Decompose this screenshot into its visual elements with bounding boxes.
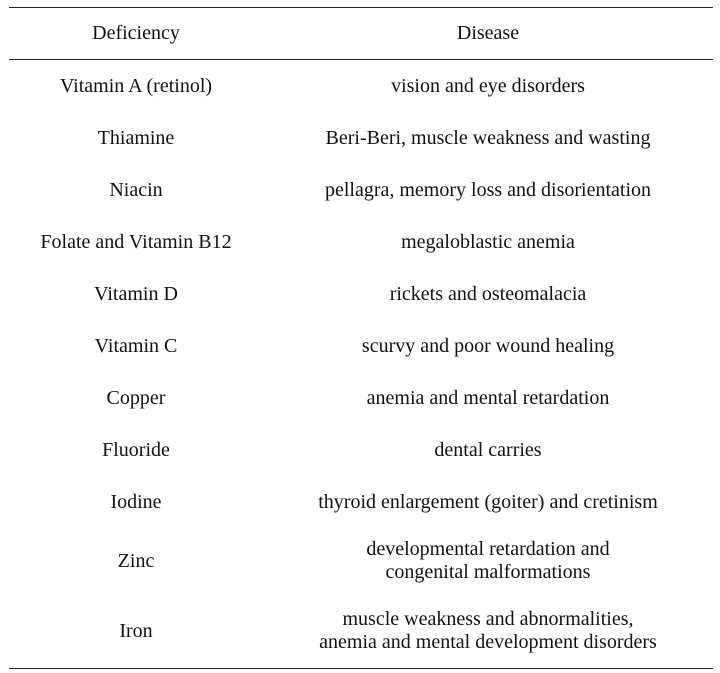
deficiency-cell: Copper [106, 386, 166, 409]
table-row [9, 594, 713, 669]
disease-cell [263, 112, 713, 164]
deficiency-cell: Fluoride [102, 438, 170, 461]
disease-cell [263, 216, 713, 268]
disease-line: anemia and mental retardation [366, 386, 610, 409]
deficiency-disease-table [9, 7, 713, 669]
disease-cell [263, 268, 713, 320]
deficiency-disease-table-container [9, 7, 713, 669]
header-disease: Disease [456, 22, 520, 44]
disease-cell [263, 372, 713, 424]
table-row [9, 372, 713, 424]
table-body [9, 60, 713, 669]
disease-line: vision and eye disorders [391, 74, 585, 97]
deficiency-cell: Vitamin D [94, 282, 178, 305]
table-header [9, 8, 713, 60]
disease-line: congenital malformations [385, 561, 591, 583]
disease-line: anemia and mental development disorders [319, 631, 657, 653]
deficiency-cell: Zinc [117, 549, 155, 572]
table-row [9, 424, 713, 476]
deficiency-cell: Folate and Vitamin B12 [40, 230, 232, 253]
deficiency-cell: Niacin [109, 178, 163, 201]
disease-cell [263, 424, 713, 476]
table-row [9, 112, 713, 164]
disease-cell [263, 164, 713, 216]
disease-line: rickets and osteomalacia [389, 282, 587, 305]
deficiency-cell: Vitamin C [94, 334, 178, 357]
disease-line: muscle weakness and abnormalities, [342, 608, 634, 630]
disease-cell [263, 528, 713, 594]
disease-line: developmental retardation and [366, 538, 610, 560]
disease-cell [263, 60, 713, 113]
disease-line: Beri-Beri, muscle weakness and wasting [325, 126, 651, 149]
deficiency-cell: Vitamin A (retinol) [59, 74, 213, 97]
disease-line: megaloblastic anemia [401, 230, 575, 253]
table-row [9, 320, 713, 372]
table-row [9, 164, 713, 216]
header-row [9, 8, 713, 60]
disease-line: thyroid enlargement (goiter) and cretinism [318, 490, 658, 513]
table-row [9, 60, 713, 113]
table-row [9, 476, 713, 528]
disease-cell [263, 594, 713, 669]
deficiency-cell: Iodine [110, 490, 162, 513]
table-row [9, 268, 713, 320]
disease-cell [263, 476, 713, 528]
disease-line: scurvy and poor wound healing [361, 334, 615, 357]
disease-line: dental carries [434, 438, 542, 461]
table-row [9, 216, 713, 268]
header-deficiency: Deficiency [92, 22, 180, 44]
table-row [9, 528, 713, 594]
deficiency-cell: Iron [119, 619, 153, 642]
deficiency-cell: Thiamine [97, 126, 175, 149]
disease-line: pellagra, memory loss and disorientation [324, 178, 652, 201]
disease-cell [263, 320, 713, 372]
